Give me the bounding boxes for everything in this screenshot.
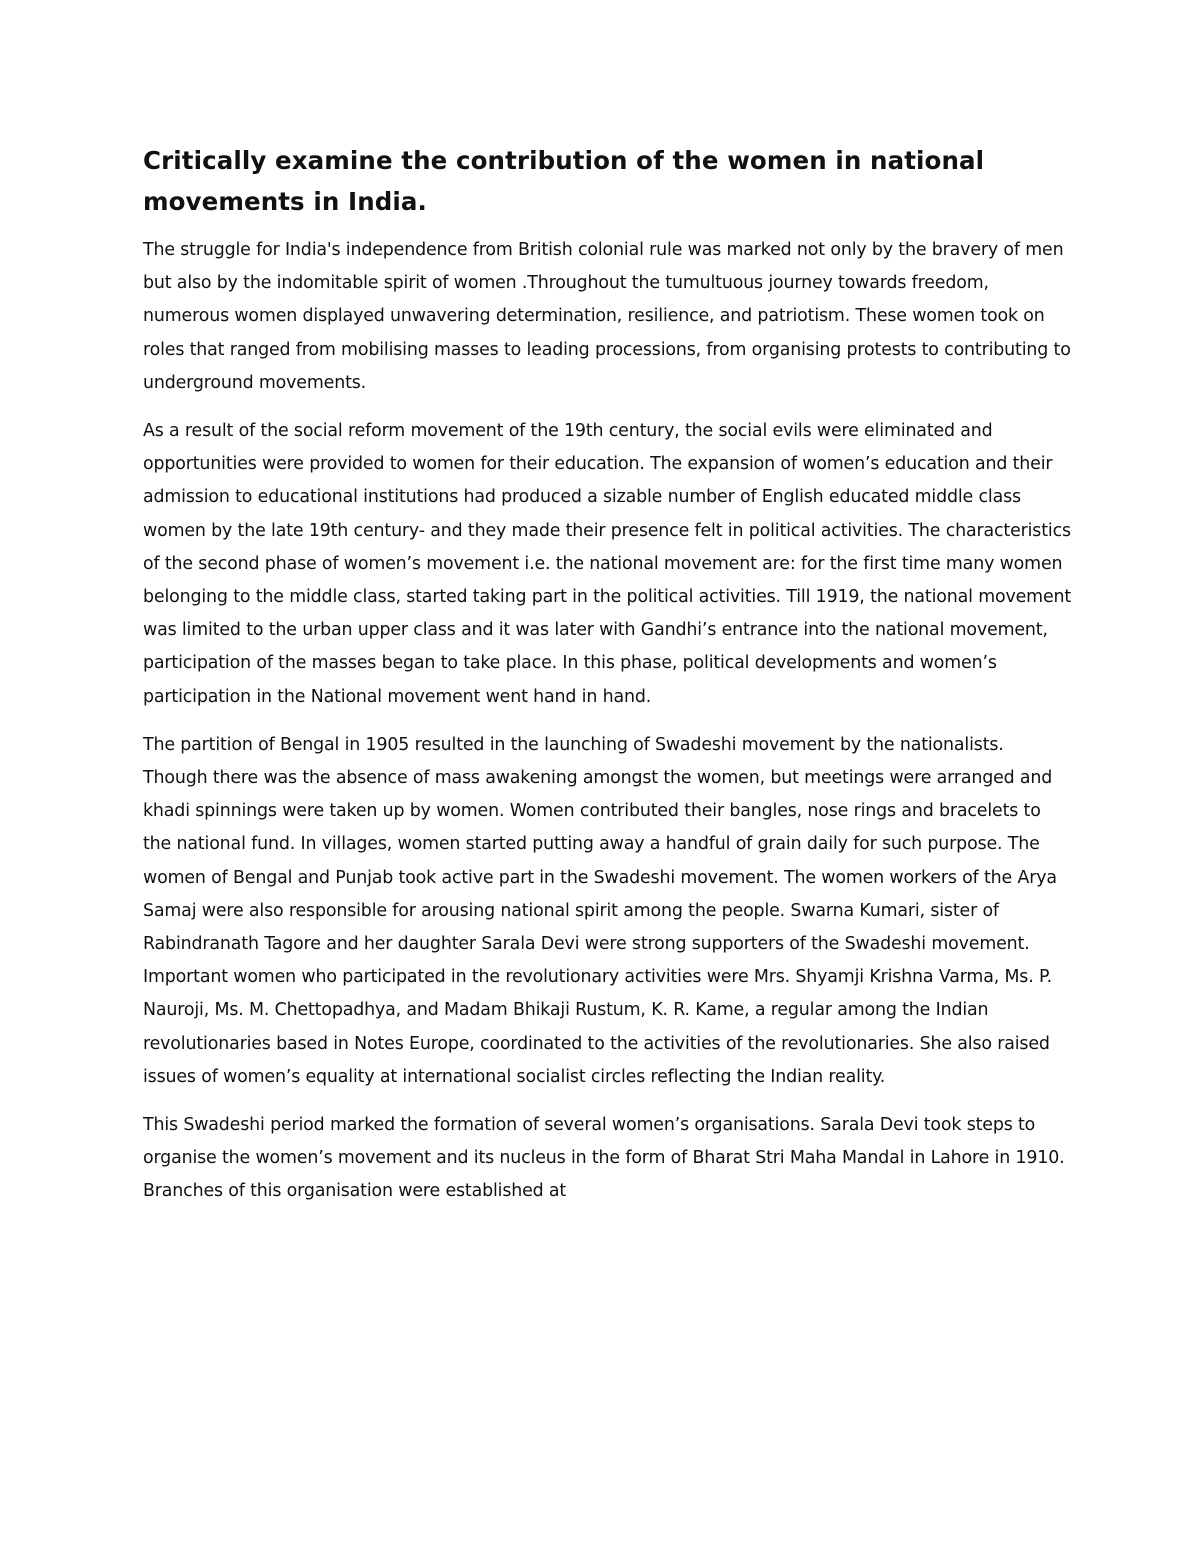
paragraph-2: As a result of the social reform movement of the 19th century, the social evils were eliminated and opportunities were provided to women for their education. The expansion of women’s education and their admission to educational institutions had produced a sizable number of English educated middle class women by the late 19th century- and they made their presence felt in political activities. The characteristics of the second phase of women’s movement i.e. the national movement are: for the first time many women belonging to the middle class, started taking part in the political activities. Till 1919, the national movement was limited to the urban upper class and it was later with Gandhi’s entrance into the national movement, participation of the masses began to take place. In this phase, political developments and women’s participation in the National movement went hand in hand. bbox=[143, 421, 1072, 707]
paragraph-3: The partition of Bengal in 1905 resulted in the launching of Swadeshi movement by the nationalists. Though there was the absence of mass awakening amongst the women, but meetings were arranged and khadi spinnings were taken up by women. Women contributed their bangles, nose rings and bracelets to the national fund. In villages, women started putting away a handful of grain daily for such purpose. The women of Bengal and Punjab took active part in the Swadeshi movement. The women workers of the Arya Samaj were also responsible for arousing national spirit among the people. Swarna Kumari, sister of Rabindranath Tagore and her daughter Sarala Devi were strong supporters of the Swadeshi movement. Important women who participated in the revolutionary activities were Mrs. Shyamji Krishna Varma, Ms. P. Nauroji, Ms. M. Chettopadhya, and Madam Bhikaji Rustum, K. R. Kame, a regular among the Indian revolutionaries based in Notes Europe, coordinated to the activities of the revolutionaries. She also raised issues of women’s equality at international socialist circles reflecting the Indian reality. bbox=[143, 734, 1057, 1087]
document-body bbox=[143, 140, 1073, 1224]
paragraph-1: The struggle for India's independence from British colonial rule was marked not only by the bravery of men but also by the indomitable spirit of women .Throughout the tumultuous journey towards freedom, numerous women displayed unwavering determination, resilience, and patriotism. These women took on roles that ranged from mobilising masses to leading processions, from organising protests to contributing to underground movements. bbox=[143, 240, 1071, 393]
paragraph-4: This Swadeshi period marked the formation of several women’s organisations. Sarala Devi took steps to organise the women’s movement and its nucleus in the form of Bharat Stri Maha Mandal in Lahore in 1910. Branches of this organisation were established at bbox=[143, 1115, 1065, 1202]
document-title: Critically examine the contribution of the women in national movements in India. bbox=[143, 146, 985, 216]
